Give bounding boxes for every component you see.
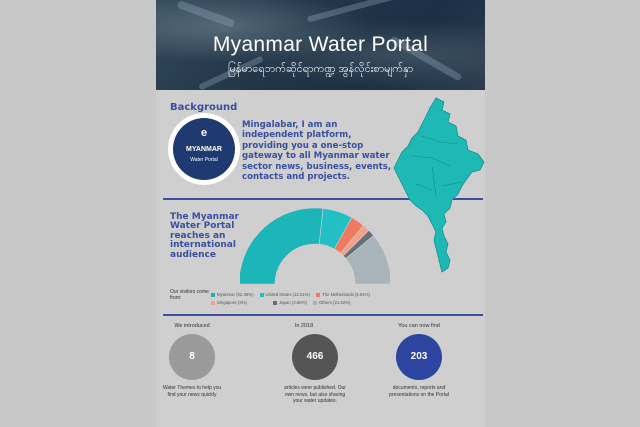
legend-swatch xyxy=(273,301,277,305)
legend-item xyxy=(316,291,370,299)
logo-mark: e xyxy=(200,127,208,139)
legend-label: Singapore (3%) xyxy=(217,300,247,305)
stat-documents-desc: documents, reports and presentations on the Portal xyxy=(389,385,449,398)
legend-item xyxy=(260,291,310,299)
background-heading: Background xyxy=(170,102,238,113)
legend-label: Japan (2.86%) xyxy=(279,300,307,305)
visitors-half-donut-chart xyxy=(240,206,390,286)
logo-subname: Water Portal xyxy=(190,157,218,163)
section-divider xyxy=(163,314,483,316)
legend-swatch xyxy=(211,293,215,297)
stat-themes-desc: Water Themes to help you find your news quickly xyxy=(162,385,222,398)
stat-articles-intro: In 2018 xyxy=(294,323,314,329)
legend-item xyxy=(211,299,247,307)
stat-themes-circle: 8 xyxy=(169,334,215,380)
stat-articles-circle: 466 xyxy=(292,334,338,380)
visitors-label: Our visitors come from: xyxy=(170,289,209,301)
donut-slice-myanmar xyxy=(240,208,323,284)
legend-label: United States (12.51%) xyxy=(265,292,310,297)
myanmar-map-shape xyxy=(394,98,484,272)
legend-item xyxy=(313,299,351,307)
legend-item xyxy=(211,291,254,299)
legend-label: Myanmar (52.45%) xyxy=(217,292,254,297)
stat-articles-desc: articles were published. Our own news, but also sharing your water updates. xyxy=(284,385,346,404)
chart-legend xyxy=(211,291,401,307)
myanmar-map-icon xyxy=(392,96,485,276)
satellite-texture xyxy=(176,0,235,28)
hero-banner xyxy=(156,0,485,90)
page-subtitle-myanmar: မြန်မာရေဘက်ဆိုင်ရာကဏ္ဍ အွန်လိုင်းစာမျက်နှာ xyxy=(227,63,414,75)
stat-themes-intro: We introduced xyxy=(174,323,210,329)
logo-name: MYANMAR xyxy=(186,146,222,153)
legend-label: The Netherlands (5.81%) xyxy=(321,292,370,297)
audience-heading: The Myanmar Water Portal reaches an international audience xyxy=(170,212,239,260)
stat-documents-intro: You can now find xyxy=(398,323,440,329)
legend-swatch xyxy=(316,293,320,297)
portal-logo xyxy=(173,118,235,180)
intro-text: Mingalabar, I am an independent platform, providing you a one-stop gateway to all Myanmar water sector news, business, events, contacts and projects. xyxy=(242,120,392,183)
infographic-poster xyxy=(156,0,485,427)
satellite-texture xyxy=(307,0,395,23)
legend-item xyxy=(273,299,307,307)
legend-swatch xyxy=(211,301,215,305)
legend-swatch xyxy=(260,293,264,297)
legend-swatch xyxy=(313,301,317,305)
page-title: Myanmar Water Portal xyxy=(212,33,429,56)
legend-label: Others (21.62%) xyxy=(318,300,351,305)
stat-documents-circle: 203 xyxy=(396,334,442,380)
